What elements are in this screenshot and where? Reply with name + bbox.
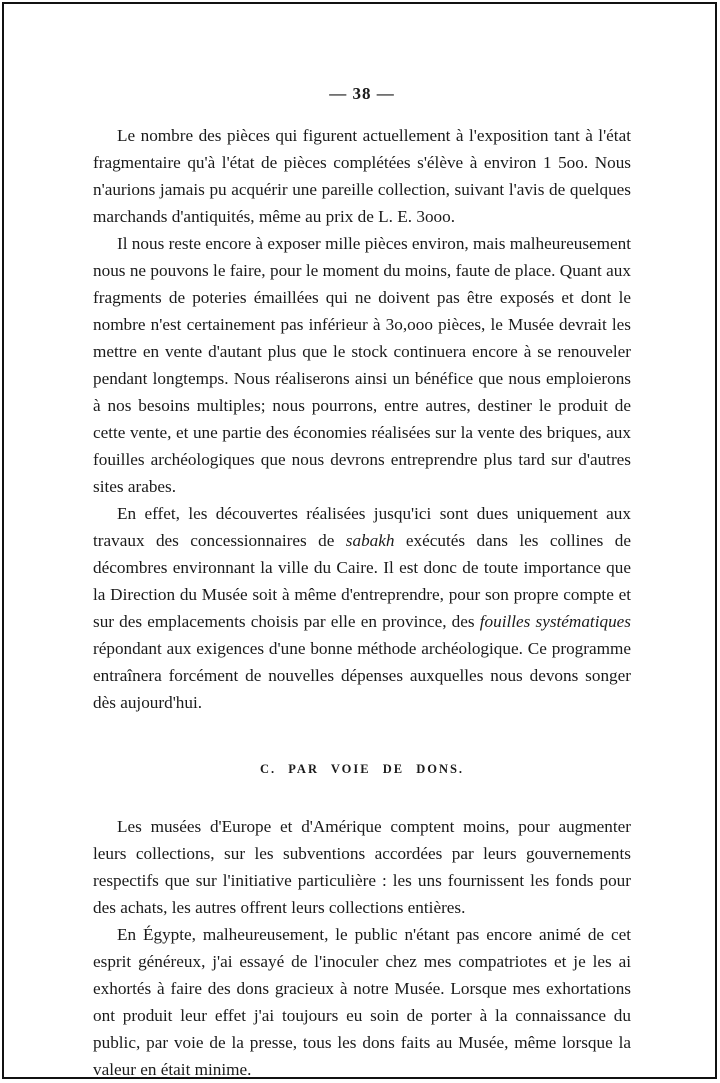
italic-term: sabakh [345, 531, 395, 550]
text-run: En effet, les découvertes réalisées jusqu'ici sont dues uniquement aux travaux des concessionnaires de [93, 504, 631, 550]
section-heading: C. PAR VOIE DE DONS. [259, 762, 465, 776]
scanned-page [93, 84, 631, 1083]
text-run: Les musées d'Europe et d'Amérique comptent moins, pour augmenter leurs collections, sur les subventions accordées par leurs gouvernements respectifs que sur l'initiative particulière : les uns fournissent les fonds pour des achats, les autres offrent leurs collections entières. [93, 817, 631, 917]
document-body [93, 122, 631, 1083]
paragraph [93, 921, 631, 1083]
text-run: En Égypte, malheureusement, le public n'étant pas encore animé de cet esprit généreux, j'ai essayé de l'inoculer chez mes compatriotes et je les ai exhortés à faire des dons gracieux à notre Musée. Lorsque mes exhortations ont produit leur effet j'ai toujours eu soin de porter à la connaissance du public, par voie de la presse, tous les dons faits au Musée, même lorsque la valeur en était minime. [93, 925, 631, 1079]
paragraph [93, 230, 631, 500]
page-number: — 38 — [329, 84, 395, 103]
paragraph [93, 500, 631, 716]
text-run: exécutés dans les collines de décombres environnant la ville du Caire. Il est donc de toute importance que la Direction du Musée soit à même d'entreprendre, pour son propre compte et sur des emplacements choisis par elle en province, des [93, 531, 631, 631]
text-run: Il nous reste encore à exposer mille pièces environ, mais malheureusement nous ne pouvons le faire, pour le moment du moins, faute de place. Quant aux fragments de poteries émaillées qui ne doivent pas être exposés et dont le nombre n'est certainement pas inférieur à 3o,ooo pièces, le Musée devrait les mettre en vente d'autant plus que le stock continuera encore à se renouveler pendant longtemps. Nous réaliserons ainsi un bénéfice que nous emploierons à nos besoins multiples; nous pourrons, entre autres, destiner le produit de cette vente, et une partie des économies réalisées sur la vente des briques, aux fouilles archéologiques que nous devrons entreprendre plus tard sur d'autres sites arabes. [93, 234, 632, 496]
paragraph [93, 122, 631, 230]
text-run: répondant aux exigences d'une bonne méthode archéologique. Ce programme entraînera forcément de nouvelles dépenses auxquelles nous devons songer dès aujourd'hui. [93, 639, 631, 712]
paragraph [93, 813, 631, 921]
text-run: Le nombre des pièces qui figurent actuellement à l'exposition tant à l'état fragmentaire qu'à l'état de pièces complétées s'élève à environ 1 5oo. Nous n'aurions jamais pu acquérir une pareille collection, suivant l'avis de quelques marchands d'antiquités, même au prix de L. E. 3ooo. [93, 126, 631, 226]
italic-term: fouilles systématiques [479, 612, 631, 631]
